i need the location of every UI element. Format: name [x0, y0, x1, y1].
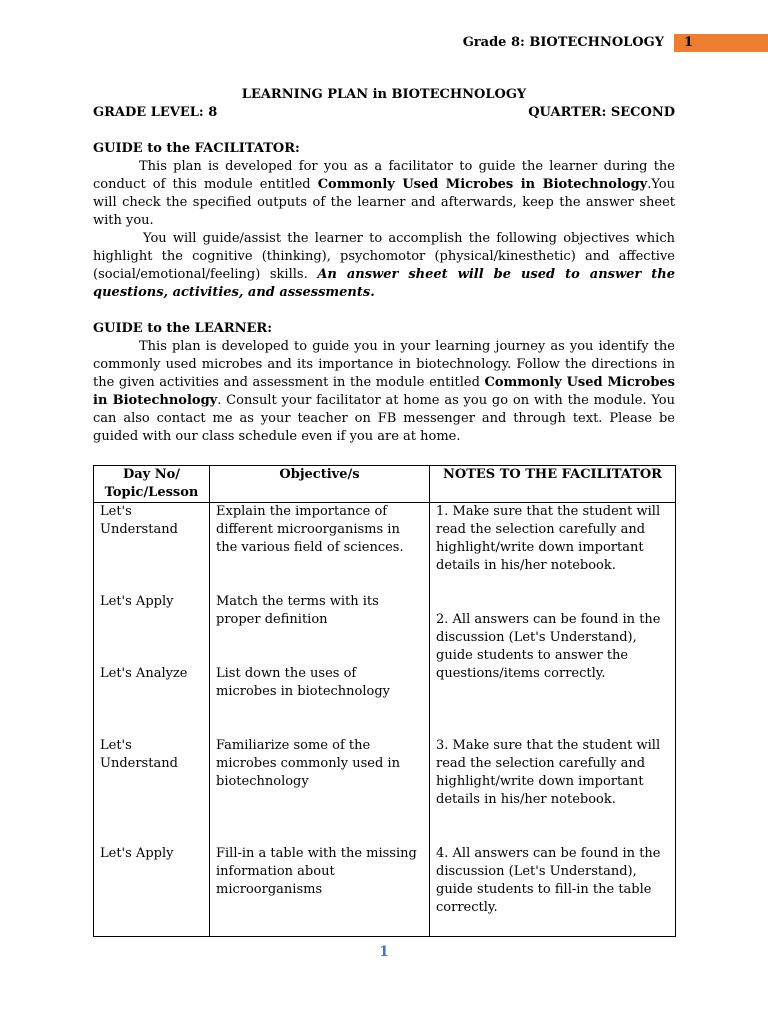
- lesson-item: Let's Understand: [100, 504, 178, 537]
- objectives-cell: [210, 503, 430, 937]
- objective-item: Match the terms with its proper definition: [216, 594, 379, 627]
- lesson-item: Let's Analyze: [100, 666, 188, 681]
- note-item: 2. All answers can be found in the discussion (Let's Understand), guide students to answer the questions/items correctly.: [436, 612, 661, 681]
- note-item: 3. Make sure that the student will read the selection carefully and highlight/write down important details in his/her notebook.: [436, 738, 661, 807]
- objective-item: Familiarize some of the microbes commonly used in biotechnology: [216, 738, 400, 789]
- header-title: Grade 8: BIOTECHNOLOGY: [462, 35, 664, 50]
- page-header: [0, 34, 768, 52]
- note-item: 1. Make sure that the student will read the selection carefully and highlight/write down important details in his/her notebook.: [436, 504, 661, 573]
- header-page-box: [674, 34, 768, 52]
- lesson-item: Let's Apply: [100, 846, 174, 861]
- document-body: [93, 86, 675, 446]
- facilitator-paragraph-2: You will guide/assist the learner to accomplish the following objectives which highlight the cognitive (thinking), psychomotor (physical/kinesthetic) and affective (social/emotional/feeling) skills. An answer sheet will be used to answer the questions, activities, and assessments.: [93, 231, 675, 300]
- notes-cell: [430, 503, 676, 937]
- objective-item: Explain the importance of different microorganisms in the various field of sciences.: [216, 504, 404, 555]
- lessons-cell: [94, 503, 210, 937]
- objective-item: Fill-in a table with the missing information about microorganisms: [216, 846, 417, 897]
- grade-quarter-row: [93, 104, 675, 122]
- document-title: LEARNING PLAN in BIOTECHNOLOGY: [241, 87, 527, 102]
- learner-heading: GUIDE to the LEARNER:: [93, 321, 273, 336]
- objective-item: List down the uses of microbes in biotechnology: [216, 666, 391, 699]
- header-page-number: 1: [684, 35, 694, 50]
- col-header-notes: NOTES TO THE FACILITATOR: [430, 466, 676, 503]
- footer-page-number: 1: [379, 944, 389, 960]
- learning-plan-table: [93, 465, 676, 937]
- facilitator-heading: GUIDE to the FACILITATOR:: [93, 141, 300, 156]
- col-header-objectives: Objective/s: [210, 466, 430, 503]
- grade-level: GRADE LEVEL: 8: [93, 105, 218, 120]
- lesson-item: Let's Apply: [100, 594, 174, 609]
- quarter: QUARTER: SECOND: [528, 105, 675, 120]
- learner-paragraph: This plan is developed to guide you in your learning journey as you identify the commonly used microbes and its importance in biotechnology. Follow the directions in the given activities and assessment in the module entitled Commonly Used Microbes in Biotechnology. Consult your facilitator at home as you go on with the module. You can also contact me as your teacher on FB messenger and through text. Please be guided with our class schedule even if you are at home.: [93, 339, 676, 444]
- lesson-item: Let's Understand: [100, 738, 178, 771]
- note-item: 4. All answers can be found in the discussion (Let's Understand), guide students to fill-in the table correctly.: [436, 846, 661, 915]
- facilitator-paragraph-1: This plan is developed for you as a facilitator to guide the learner during the conduct of this module entitled Commonly Used Microbes in Biotechnology.You will check the specified outputs of the learner and afterwards, keep the answer sheet with you.: [93, 159, 676, 228]
- col-header-lesson: Day No/ Topic/Lesson: [94, 466, 210, 503]
